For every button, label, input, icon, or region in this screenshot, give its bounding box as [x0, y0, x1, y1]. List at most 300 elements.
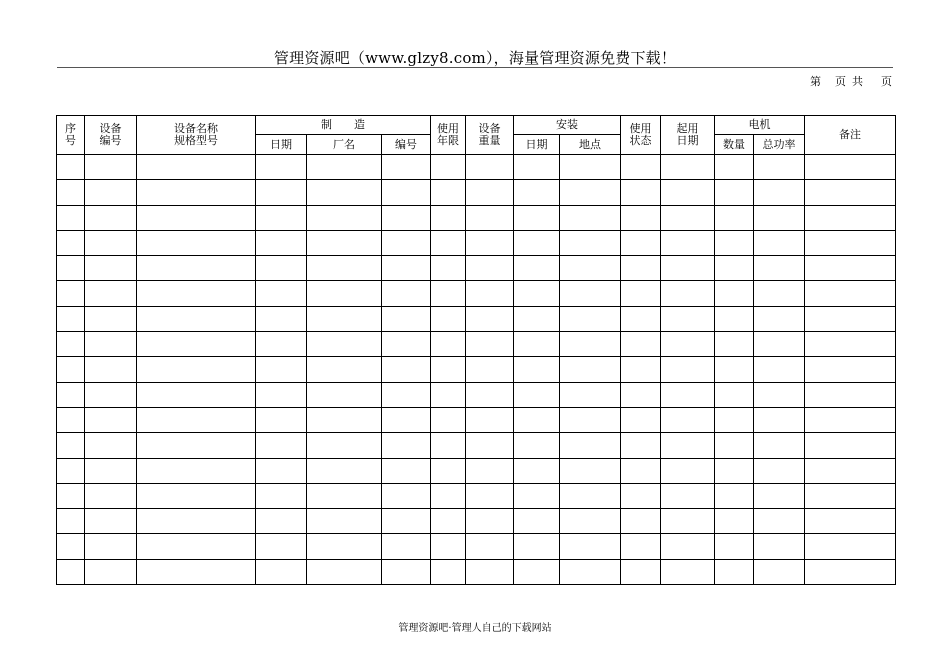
- table-cell[interactable]: [715, 509, 754, 534]
- table-cell[interactable]: [137, 332, 256, 357]
- table-cell[interactable]: [754, 509, 805, 534]
- table-cell[interactable]: [57, 534, 85, 559]
- table-cell[interactable]: [85, 357, 137, 382]
- table-cell[interactable]: [715, 205, 754, 230]
- table-cell[interactable]: [661, 458, 715, 483]
- table-cell[interactable]: [715, 180, 754, 205]
- table-cell[interactable]: [85, 230, 137, 255]
- table-row: [57, 483, 896, 508]
- table-cell[interactable]: [514, 180, 560, 205]
- table-cell[interactable]: [307, 332, 382, 357]
- table-cell[interactable]: [661, 407, 715, 432]
- table-cell[interactable]: [431, 559, 466, 584]
- col-header-install-location: 地点: [560, 135, 621, 155]
- col-header-remarks: 备注: [805, 116, 896, 155]
- table-cell[interactable]: [256, 332, 307, 357]
- table-cell[interactable]: [85, 155, 137, 180]
- table-cell[interactable]: [514, 332, 560, 357]
- table-cell[interactable]: [137, 458, 256, 483]
- table-cell[interactable]: [805, 483, 896, 508]
- table-cell[interactable]: [805, 230, 896, 255]
- table-cell[interactable]: [805, 332, 896, 357]
- table-cell[interactable]: [805, 357, 896, 382]
- page-info-di: 第: [810, 75, 821, 88]
- table-cell[interactable]: [514, 205, 560, 230]
- table-cell[interactable]: [57, 230, 85, 255]
- table-cell[interactable]: [661, 306, 715, 331]
- col-header-motor-power: 总功率: [754, 135, 805, 155]
- table-cell[interactable]: [754, 407, 805, 432]
- table-cell[interactable]: [661, 205, 715, 230]
- table-cell[interactable]: [431, 256, 466, 281]
- table-cell[interactable]: [754, 458, 805, 483]
- table-cell[interactable]: [466, 281, 514, 306]
- table-cell[interactable]: [560, 332, 621, 357]
- table-cell[interactable]: [85, 509, 137, 534]
- table-cell[interactable]: [382, 357, 431, 382]
- table-cell[interactable]: [715, 306, 754, 331]
- table-row: [57, 382, 896, 407]
- table-cell[interactable]: [805, 256, 896, 281]
- table-cell[interactable]: [137, 306, 256, 331]
- table-row: [57, 306, 896, 331]
- table-cell[interactable]: [754, 180, 805, 205]
- table-cell[interactable]: [621, 458, 661, 483]
- table-cell[interactable]: [754, 534, 805, 559]
- col-header-usage-status: 使用状态: [621, 116, 661, 155]
- table-cell[interactable]: [57, 433, 85, 458]
- table-cell[interactable]: [307, 559, 382, 584]
- table-cell[interactable]: [57, 155, 85, 180]
- table-cell[interactable]: [560, 407, 621, 432]
- table-cell[interactable]: [754, 433, 805, 458]
- table-cell[interactable]: [431, 281, 466, 306]
- table-cell[interactable]: [715, 534, 754, 559]
- table-cell[interactable]: [382, 433, 431, 458]
- table-cell[interactable]: [431, 433, 466, 458]
- col-header-start-date: 起用日期: [661, 116, 715, 155]
- table-cell[interactable]: [661, 281, 715, 306]
- table-cell[interactable]: [560, 256, 621, 281]
- table-cell[interactable]: [560, 433, 621, 458]
- col-header-install-date: 日期: [514, 135, 560, 155]
- table-cell[interactable]: [85, 256, 137, 281]
- table-row: [57, 433, 896, 458]
- table-cell[interactable]: [57, 483, 85, 508]
- table-cell[interactable]: [431, 509, 466, 534]
- table-cell[interactable]: [514, 230, 560, 255]
- table-cell[interactable]: [805, 534, 896, 559]
- table-cell[interactable]: [431, 332, 466, 357]
- table-cell[interactable]: [57, 407, 85, 432]
- table-cell[interactable]: [256, 155, 307, 180]
- table-cell[interactable]: [661, 382, 715, 407]
- table-cell[interactable]: [137, 155, 256, 180]
- page-info-ye2: 页: [881, 75, 892, 88]
- table-cell[interactable]: [382, 458, 431, 483]
- table-cell[interactable]: [560, 509, 621, 534]
- table-cell[interactable]: [382, 281, 431, 306]
- table-cell[interactable]: [621, 230, 661, 255]
- table-cell[interactable]: [514, 534, 560, 559]
- table-cell[interactable]: [754, 559, 805, 584]
- table-cell[interactable]: [514, 433, 560, 458]
- table-cell[interactable]: [661, 332, 715, 357]
- table-cell[interactable]: [256, 559, 307, 584]
- col-header-mfg-date: 日期: [256, 135, 307, 155]
- table-cell[interactable]: [85, 433, 137, 458]
- table-cell[interactable]: [621, 407, 661, 432]
- table-cell[interactable]: [621, 559, 661, 584]
- table-cell[interactable]: [256, 306, 307, 331]
- table-cell[interactable]: [431, 357, 466, 382]
- table-cell[interactable]: [514, 483, 560, 508]
- table-cell[interactable]: [514, 407, 560, 432]
- table-cell[interactable]: [466, 155, 514, 180]
- table-cell[interactable]: [466, 180, 514, 205]
- table-cell[interactable]: [514, 155, 560, 180]
- table-cell[interactable]: [805, 509, 896, 534]
- table-row: [57, 357, 896, 382]
- table-cell[interactable]: [621, 483, 661, 508]
- table-cell[interactable]: [754, 256, 805, 281]
- table-cell[interactable]: [715, 230, 754, 255]
- table-cell[interactable]: [57, 256, 85, 281]
- table-cell[interactable]: [85, 458, 137, 483]
- table-cell[interactable]: [560, 382, 621, 407]
- col-header-device-weight: 设备重量: [466, 116, 514, 155]
- table-cell[interactable]: [661, 534, 715, 559]
- table-cell[interactable]: [805, 155, 896, 180]
- table-cell[interactable]: [85, 205, 137, 230]
- table-row: [57, 205, 896, 230]
- table-cell[interactable]: [514, 256, 560, 281]
- table-cell[interactable]: [621, 382, 661, 407]
- table-cell[interactable]: [307, 382, 382, 407]
- table-cell[interactable]: [382, 155, 431, 180]
- table-cell[interactable]: [256, 407, 307, 432]
- table-cell[interactable]: [307, 433, 382, 458]
- table-cell[interactable]: [382, 256, 431, 281]
- table-cell[interactable]: [805, 407, 896, 432]
- table-cell[interactable]: [560, 205, 621, 230]
- table-cell[interactable]: [661, 559, 715, 584]
- table-row: [57, 180, 896, 205]
- table-cell[interactable]: [466, 382, 514, 407]
- table-cell[interactable]: [137, 205, 256, 230]
- table-cell[interactable]: [754, 357, 805, 382]
- table-cell[interactable]: [661, 357, 715, 382]
- table-cell[interactable]: [805, 433, 896, 458]
- table-cell[interactable]: [382, 230, 431, 255]
- table-cell[interactable]: [57, 306, 85, 331]
- table-cell[interactable]: [805, 205, 896, 230]
- table-cell[interactable]: [307, 205, 382, 230]
- table-cell[interactable]: [431, 483, 466, 508]
- table-cell[interactable]: [514, 382, 560, 407]
- table-cell[interactable]: [137, 407, 256, 432]
- table-cell[interactable]: [466, 230, 514, 255]
- col-header-motor-qty: 数量: [715, 135, 754, 155]
- table-cell[interactable]: [805, 180, 896, 205]
- table-cell[interactable]: [715, 281, 754, 306]
- table-cell[interactable]: [754, 281, 805, 306]
- table-cell[interactable]: [382, 534, 431, 559]
- table-row: [57, 534, 896, 559]
- table-cell[interactable]: [85, 534, 137, 559]
- table-cell[interactable]: [256, 281, 307, 306]
- table-cell[interactable]: [382, 306, 431, 331]
- table-cell[interactable]: [307, 509, 382, 534]
- table-cell[interactable]: [307, 155, 382, 180]
- table-cell[interactable]: [715, 357, 754, 382]
- table-cell[interactable]: [307, 180, 382, 205]
- table-cell[interactable]: [466, 559, 514, 584]
- table-cell[interactable]: [560, 559, 621, 584]
- table-cell[interactable]: [85, 407, 137, 432]
- table-cell[interactable]: [805, 382, 896, 407]
- table-cell[interactable]: [466, 433, 514, 458]
- table-cell[interactable]: [560, 180, 621, 205]
- table-cell[interactable]: [560, 357, 621, 382]
- table-row: [57, 281, 896, 306]
- table-cell[interactable]: [514, 509, 560, 534]
- table-cell[interactable]: [307, 256, 382, 281]
- table-cell[interactable]: [754, 306, 805, 331]
- table-cell[interactable]: [382, 407, 431, 432]
- table-cell[interactable]: [661, 509, 715, 534]
- table-cell[interactable]: [514, 357, 560, 382]
- table-cell[interactable]: [431, 458, 466, 483]
- table-row: [57, 407, 896, 432]
- table-cell[interactable]: [715, 332, 754, 357]
- table-cell[interactable]: [256, 256, 307, 281]
- col-header-seq: 序号: [57, 116, 85, 155]
- table-cell[interactable]: [560, 483, 621, 508]
- table-cell[interactable]: [137, 357, 256, 382]
- table-cell[interactable]: [466, 357, 514, 382]
- table-cell[interactable]: [256, 509, 307, 534]
- table-cell[interactable]: [754, 483, 805, 508]
- table-cell[interactable]: [560, 281, 621, 306]
- table-cell[interactable]: [715, 382, 754, 407]
- table-cell[interactable]: [57, 332, 85, 357]
- table-cell[interactable]: [256, 180, 307, 205]
- table-cell[interactable]: [466, 256, 514, 281]
- table-cell[interactable]: [560, 230, 621, 255]
- col-header-device-no: 设备编号: [85, 116, 137, 155]
- table-cell[interactable]: [431, 205, 466, 230]
- table-cell[interactable]: [621, 306, 661, 331]
- table-cell[interactable]: [307, 306, 382, 331]
- table-cell[interactable]: [256, 382, 307, 407]
- table-cell[interactable]: [805, 306, 896, 331]
- table-cell[interactable]: [621, 332, 661, 357]
- table-cell[interactable]: [382, 205, 431, 230]
- document-title: 管理资源吧（www.glzy8.com），海量管理资源免费下载！: [273, 49, 677, 67]
- table-cell[interactable]: [466, 306, 514, 331]
- table-cell[interactable]: [137, 483, 256, 508]
- table-row: [57, 256, 896, 281]
- table-cell[interactable]: [256, 205, 307, 230]
- table-cell[interactable]: [307, 483, 382, 508]
- table-cell[interactable]: [137, 433, 256, 458]
- table-cell[interactable]: [382, 332, 431, 357]
- table-cell[interactable]: [715, 256, 754, 281]
- table-row: [57, 458, 896, 483]
- table-cell[interactable]: [754, 155, 805, 180]
- page-number-info: [810, 73, 892, 89]
- equipment-ledger-table: [56, 115, 896, 585]
- table-cell[interactable]: [431, 230, 466, 255]
- table-cell[interactable]: [137, 256, 256, 281]
- table-cell[interactable]: [560, 458, 621, 483]
- table-cell[interactable]: [256, 458, 307, 483]
- table-cell[interactable]: [754, 332, 805, 357]
- table-cell[interactable]: [85, 559, 137, 584]
- footer-text: 管理资源吧·管理人自己的下载网站: [398, 623, 552, 634]
- table-cell[interactable]: [85, 306, 137, 331]
- table-cell[interactable]: [715, 483, 754, 508]
- table-cell[interactable]: [57, 559, 85, 584]
- table-cell[interactable]: [621, 180, 661, 205]
- table-cell[interactable]: [466, 534, 514, 559]
- table-cell[interactable]: [661, 433, 715, 458]
- table-cell[interactable]: [431, 382, 466, 407]
- table-cell[interactable]: [661, 483, 715, 508]
- table-cell[interactable]: [661, 256, 715, 281]
- table-cell[interactable]: [137, 281, 256, 306]
- page-info-ye1: 页: [835, 75, 846, 88]
- table-cell[interactable]: [514, 306, 560, 331]
- table-cell[interactable]: [85, 180, 137, 205]
- table-cell[interactable]: [256, 534, 307, 559]
- table-cell[interactable]: [85, 382, 137, 407]
- table-cell[interactable]: [715, 155, 754, 180]
- table-cell[interactable]: [256, 230, 307, 255]
- col-header-manufacture: 制 造: [256, 116, 431, 135]
- table-cell[interactable]: [754, 230, 805, 255]
- table-cell[interactable]: [805, 281, 896, 306]
- table-cell[interactable]: [256, 433, 307, 458]
- table-cell[interactable]: [137, 230, 256, 255]
- table-row: [57, 509, 896, 534]
- table-cell[interactable]: [57, 281, 85, 306]
- page-info-gong: 共: [852, 75, 863, 88]
- table-cell[interactable]: [57, 205, 85, 230]
- table-cell[interactable]: [382, 509, 431, 534]
- table-cell[interactable]: [431, 534, 466, 559]
- table-row: [57, 155, 896, 180]
- table-cell[interactable]: [621, 256, 661, 281]
- table-cell[interactable]: [382, 382, 431, 407]
- table-cell[interactable]: [57, 509, 85, 534]
- table-cell[interactable]: [661, 155, 715, 180]
- table-cell[interactable]: [307, 458, 382, 483]
- table-cell[interactable]: [715, 458, 754, 483]
- table-cell[interactable]: [715, 433, 754, 458]
- table-cell[interactable]: [661, 180, 715, 205]
- col-header-install: 安装: [514, 116, 621, 135]
- table-cell[interactable]: [661, 230, 715, 255]
- table-cell[interactable]: [85, 332, 137, 357]
- table-cell[interactable]: [466, 332, 514, 357]
- table-cell[interactable]: [382, 559, 431, 584]
- table-cell[interactable]: [621, 281, 661, 306]
- table-cell[interactable]: [466, 407, 514, 432]
- col-header-service-life: 使用年限: [431, 116, 466, 155]
- table-cell[interactable]: [137, 509, 256, 534]
- table-cell[interactable]: [307, 407, 382, 432]
- table-cell[interactable]: [137, 534, 256, 559]
- table-cell[interactable]: [85, 483, 137, 508]
- table-cell[interactable]: [307, 357, 382, 382]
- table-cell[interactable]: [307, 281, 382, 306]
- table-cell[interactable]: [307, 534, 382, 559]
- table-cell[interactable]: [621, 534, 661, 559]
- header-divider: [57, 67, 893, 68]
- table-cell[interactable]: [431, 155, 466, 180]
- table-cell[interactable]: [431, 180, 466, 205]
- table-cell[interactable]: [466, 509, 514, 534]
- table-cell[interactable]: [466, 483, 514, 508]
- ledger-body: [57, 155, 896, 585]
- table-cell[interactable]: [57, 180, 85, 205]
- col-header-mfg-number: 编号: [382, 135, 431, 155]
- table-cell[interactable]: [466, 458, 514, 483]
- table-cell[interactable]: [85, 281, 137, 306]
- table-cell[interactable]: [307, 230, 382, 255]
- table-cell[interactable]: [621, 205, 661, 230]
- table-cell[interactable]: [621, 509, 661, 534]
- table-cell[interactable]: [382, 180, 431, 205]
- table-cell[interactable]: [621, 357, 661, 382]
- table-row: [57, 230, 896, 255]
- table-cell[interactable]: [137, 180, 256, 205]
- table-cell[interactable]: [431, 407, 466, 432]
- table-cell[interactable]: [514, 281, 560, 306]
- table-cell[interactable]: [754, 205, 805, 230]
- table-cell[interactable]: [621, 155, 661, 180]
- table-cell[interactable]: [57, 458, 85, 483]
- table-cell[interactable]: [256, 357, 307, 382]
- table-row: [57, 559, 896, 584]
- table-cell[interactable]: [514, 458, 560, 483]
- table-cell[interactable]: [621, 433, 661, 458]
- table-cell[interactable]: [805, 458, 896, 483]
- col-header-mfg-factory: 厂名: [307, 135, 382, 155]
- table-row: [57, 332, 896, 357]
- table-cell[interactable]: [256, 483, 307, 508]
- col-header-motor: 电机: [715, 116, 805, 135]
- table-cell[interactable]: [715, 407, 754, 432]
- table-cell[interactable]: [57, 357, 85, 382]
- table-cell[interactable]: [382, 483, 431, 508]
- table-cell[interactable]: [560, 534, 621, 559]
- table-cell[interactable]: [137, 382, 256, 407]
- table-cell[interactable]: [754, 382, 805, 407]
- table-cell[interactable]: [514, 559, 560, 584]
- table-cell[interactable]: [466, 205, 514, 230]
- table-cell[interactable]: [805, 559, 896, 584]
- table-cell[interactable]: [57, 382, 85, 407]
- table-cell[interactable]: [431, 306, 466, 331]
- col-header-device-name: 设备名称规格型号: [137, 116, 256, 155]
- table-cell[interactable]: [560, 306, 621, 331]
- table-cell[interactable]: [715, 559, 754, 584]
- table-cell[interactable]: [137, 559, 256, 584]
- table-cell[interactable]: [560, 155, 621, 180]
